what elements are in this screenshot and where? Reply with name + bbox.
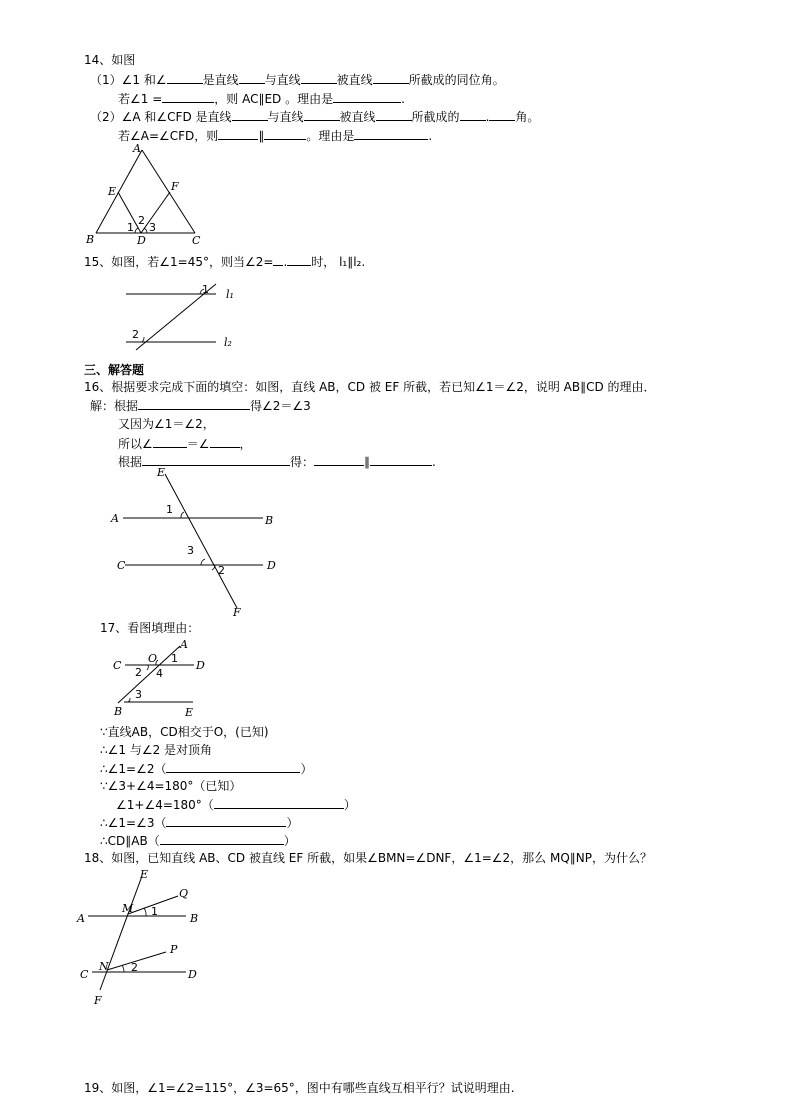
q19-text: 19、如图，∠1=∠2=115°，∠3=65°，图中有哪些直线互相平行？试说明理由. bbox=[84, 1081, 515, 1095]
blank[interactable] bbox=[239, 71, 265, 84]
blank[interactable] bbox=[167, 71, 203, 84]
angle-1-label: 1 bbox=[166, 503, 173, 516]
blank[interactable] bbox=[287, 253, 311, 266]
angle-3-label: 3 bbox=[135, 688, 142, 701]
q17-line4: ∵∠3+∠4=180°（已知） bbox=[100, 779, 242, 793]
label-B: B bbox=[265, 514, 274, 527]
label-C: C bbox=[117, 559, 126, 572]
blank[interactable] bbox=[214, 796, 344, 809]
blank[interactable] bbox=[304, 108, 340, 121]
q14-part2: （2）∠A 和∠CFD 是直线 与直线 被直线 所截成的 . 角。 bbox=[90, 110, 540, 124]
angle-2-label: 2 bbox=[131, 961, 138, 974]
q16-step2: 又因为∠1＝∠2， bbox=[118, 417, 215, 431]
label-M: M bbox=[122, 902, 134, 915]
label-D: D bbox=[137, 234, 146, 247]
blank[interactable] bbox=[489, 108, 515, 121]
angle-1-label: 1 bbox=[127, 221, 134, 234]
label-D: D bbox=[188, 968, 197, 981]
label-A: A bbox=[133, 142, 141, 155]
blank[interactable] bbox=[376, 108, 412, 121]
label-B: B bbox=[86, 233, 95, 246]
q17-title: 17、看图填理由： bbox=[100, 621, 200, 635]
blank[interactable] bbox=[264, 127, 306, 140]
angle-4-label: 4 bbox=[156, 667, 163, 680]
label-C: C bbox=[80, 968, 89, 981]
blank[interactable] bbox=[210, 435, 240, 448]
label-F: F bbox=[171, 180, 179, 193]
blank[interactable] bbox=[370, 453, 432, 466]
label-A: A bbox=[77, 912, 85, 925]
q15-text: 15、如图，若∠1=45°，则当∠2= . 时， l₁∥l₂. bbox=[84, 255, 366, 269]
angle-2-label: 2 bbox=[135, 666, 142, 679]
blank[interactable] bbox=[373, 71, 409, 84]
angle-1-label: 1 bbox=[151, 905, 158, 918]
blank[interactable] bbox=[138, 397, 250, 410]
angle-2-label: 2 bbox=[138, 214, 145, 227]
angle-3-label: 3 bbox=[187, 544, 194, 557]
angle-3-label: 3 bbox=[149, 221, 156, 234]
blank[interactable] bbox=[160, 832, 284, 845]
q17-line3: ∴∠1=∠2（ ） bbox=[100, 762, 313, 776]
blank[interactable] bbox=[232, 108, 268, 121]
label-F: F bbox=[233, 606, 241, 619]
angle-1-label: 1 bbox=[202, 283, 209, 296]
angle-1-label: 1 bbox=[171, 652, 178, 665]
section-title: 三、解答题 bbox=[84, 363, 145, 377]
q18-figure bbox=[70, 864, 210, 1010]
label-N: N bbox=[99, 960, 109, 973]
q16-step3: 所以∠ ＝∠ ， bbox=[118, 437, 252, 451]
q18-text: 18、如图，已知直线 AB、CD 被直线 EF 所截，如果∠BMN=∠DNF，∠1=∠2，那么 MQ∥NP，为什么？ bbox=[84, 851, 652, 865]
blank[interactable] bbox=[314, 453, 364, 466]
label-C: C bbox=[113, 659, 122, 672]
label-B: B bbox=[190, 912, 199, 925]
q17-line7: ∴CD∥AB（ ） bbox=[100, 834, 296, 848]
label-P: P bbox=[170, 943, 178, 956]
q16-step1: 解：根据 得∠2＝∠3 bbox=[90, 399, 311, 413]
label-E: E bbox=[140, 868, 149, 881]
blank[interactable] bbox=[273, 253, 283, 266]
label-E: E bbox=[108, 185, 117, 198]
label-E: E bbox=[185, 706, 194, 719]
blank[interactable] bbox=[301, 71, 337, 84]
label-E: E bbox=[157, 466, 166, 479]
q14-part1-if: 若∠1 = ，则 AC∥ED 。理由是 . bbox=[118, 92, 405, 106]
blank[interactable] bbox=[166, 814, 286, 827]
q14-part1: （1）∠1 和∠ 是直线 与直线 被直线 所截成的同位角。 bbox=[90, 73, 505, 87]
blank[interactable] bbox=[354, 127, 428, 140]
label-D: D bbox=[267, 559, 276, 572]
blank[interactable] bbox=[166, 760, 300, 773]
blank[interactable] bbox=[333, 90, 401, 103]
label-F: F bbox=[94, 994, 102, 1007]
label-Q: Q bbox=[179, 887, 189, 900]
q17-figure bbox=[108, 636, 213, 720]
q14-part2-if: 若∠A=∠CFD，则 ∥ 。理由是 . bbox=[118, 129, 433, 143]
label-B: B bbox=[114, 705, 123, 718]
label-O: O bbox=[148, 652, 158, 665]
q17-line5: ∠1+∠4=180°（ ） bbox=[116, 798, 356, 812]
label-D: D bbox=[196, 659, 205, 672]
q17-line2: ∴∠1 与∠2 是对顶角 bbox=[100, 743, 213, 757]
angle-2-label: 2 bbox=[132, 328, 139, 341]
q17-line1: ∵直线AB，CD相交于O，(已知) bbox=[100, 725, 269, 739]
q16-transversal-figure bbox=[105, 466, 290, 620]
line-l1-label: l₁ bbox=[226, 288, 234, 301]
q16-step4: 根据 得： ∥ . bbox=[118, 455, 436, 469]
blank[interactable] bbox=[218, 127, 258, 140]
label-A: A bbox=[180, 638, 188, 651]
blank[interactable] bbox=[162, 90, 214, 103]
blank[interactable] bbox=[142, 453, 290, 466]
q14-title: 14、如图 bbox=[84, 53, 136, 67]
q17-line6: ∴∠1=∠3（ ） bbox=[100, 816, 299, 830]
angle-2-label: 2 bbox=[218, 564, 225, 577]
blank[interactable] bbox=[460, 108, 486, 121]
label-A: A bbox=[111, 512, 119, 525]
blank[interactable] bbox=[153, 435, 187, 448]
line-l2-label: l₂ bbox=[224, 336, 232, 349]
q16-text: 16、根据要求完成下面的填空：如图，直线 AB，CD 被 EF 所截，若已知∠1＝∠2，说明 AB∥CD 的理由． bbox=[84, 380, 656, 394]
q15-parallel-lines-figure bbox=[120, 280, 250, 350]
label-C: C bbox=[192, 234, 201, 247]
q14-triangle-figure bbox=[80, 140, 210, 248]
